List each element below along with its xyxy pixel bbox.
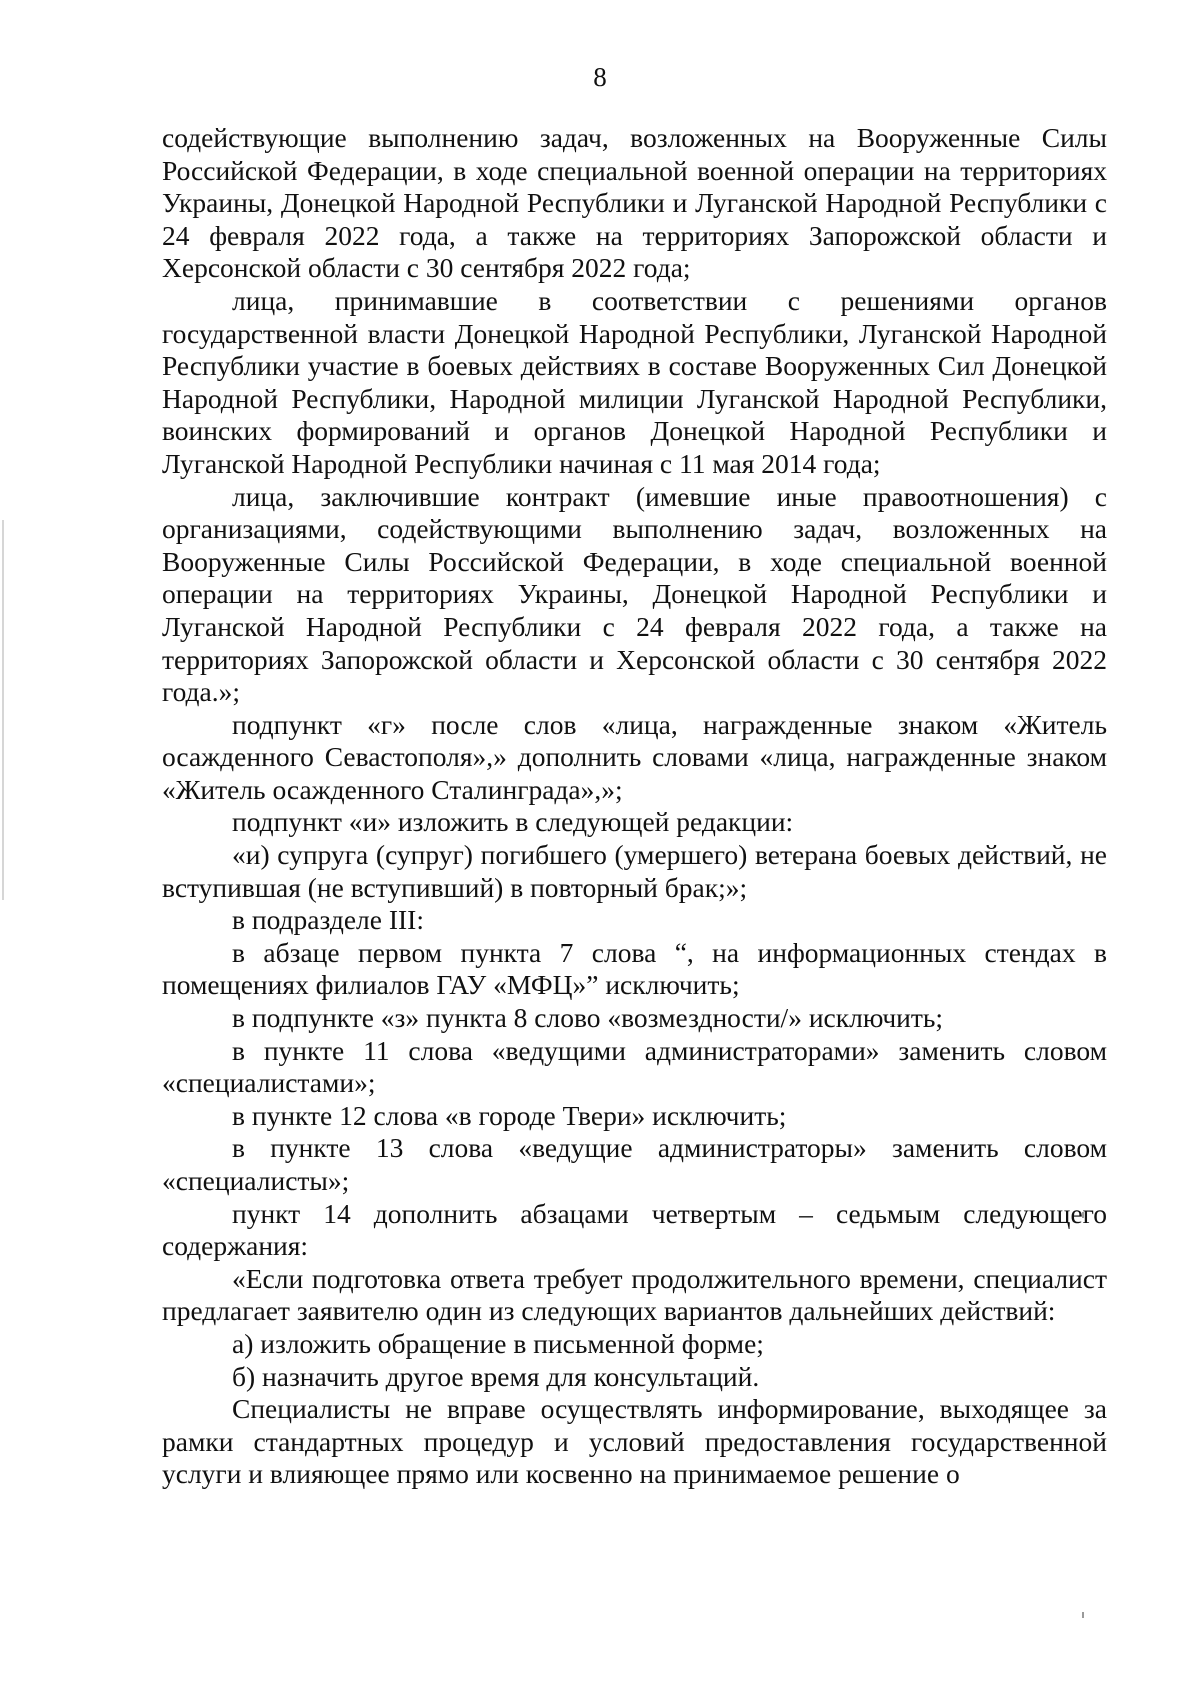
paragraph: в подпункте «з» пункта 8 слово «возмездности/» исключить;	[232, 1002, 944, 1034]
paragraph: лица, принимавшие в соответствии с решениями органов государственной власти Донецкой Народной Республики, Луганской Народной Республики участие в боевых действиях в составе Вооруженных Сил Донецкой Народной Республики, Народной милиции Луганской Народной Республики, воинских формирований и органов Донецкой Народной Республики и Луганской Народной Республики начиная с 11 мая 2014 года;	[162, 284, 1107, 479]
paragraph: «Если подготовка ответа требует продолжительного времени, специалист предлагает заявителю один из следующих вариантов дальнейших действий:	[162, 1262, 1107, 1327]
paragraph: Специалисты не вправе осуществлять информирование, выходящее за рамки стандартных процедур и условий предоставления государственной услуги и влияющее прямо или косвенно на принимаемое решение о	[162, 1393, 1107, 1490]
document-body	[162, 122, 1107, 1491]
scan-speck	[1082, 1612, 1084, 1618]
paragraph: в пункте 12 слова «в городе Твери» исключить;	[232, 1099, 787, 1131]
paragraph: в пункте 11 слова «ведущими администраторами» заменить словом «специалистами»;	[162, 1034, 1107, 1099]
paragraph: б) назначить другое время для консультаций.	[232, 1360, 760, 1392]
paragraph: в абзаце первом пункта 7 слова “, на информационных стендах в помещениях филиалов ГАУ «МФЦ»” исключить;	[162, 936, 1107, 1001]
paragraph: лица, заключившие контракт (имевшие иные правоотношения) с организациями, содействующими выполнению задач, возложенных на Вооруженные Силы Российской Федерации, в ходе специальной военной операции на территориях Украины, Донецкой Народной Республики и Луганской Народной Республики с 24 февраля 2022 года, а также на территориях Запорожской области и Херсонской области с 30 сентября 2022 года.»;	[162, 480, 1107, 708]
page-number: 8	[593, 62, 607, 92]
paragraph: «и) супруга (супруг) погибшего (умершего) ветерана боевых действий, не вступившая (не вступивший) в повторный брак;»;	[162, 839, 1107, 903]
paragraph: а) изложить обращение в письменной форме;	[232, 1327, 764, 1359]
paragraph: подпункт «г» после слов «лица, награжденные знаком «Житель осажденного Севастополя»,» дополнить словами «лица, награжденные знаком «Житель осажденного Сталинграда»,»;	[162, 708, 1107, 805]
paragraph: подпункт «и» изложить в следующей редакции:	[232, 806, 794, 838]
scan-edge-artifact	[2, 520, 4, 900]
paragraph: содействующие выполнению задач, возложенных на Вооруженные Силы Российской Федерации, в ходе специальной военной операции на территориях Украины, Донецкой Народной Республики и Луганской Народной Республики с 24 февраля 2022 года, а также на территориях Запорожской области и Херсонской области с 30 сентября 2022 года;	[162, 122, 1107, 284]
paragraph: в подразделе III:	[232, 904, 424, 936]
paragraph: в пункте 13 слова «ведущие администраторы» заменить словом «специалисты»;	[162, 1132, 1107, 1196]
paragraph: пункт 14 дополнить абзацами четвертым – седьмым следующего содержания:	[162, 1197, 1107, 1262]
